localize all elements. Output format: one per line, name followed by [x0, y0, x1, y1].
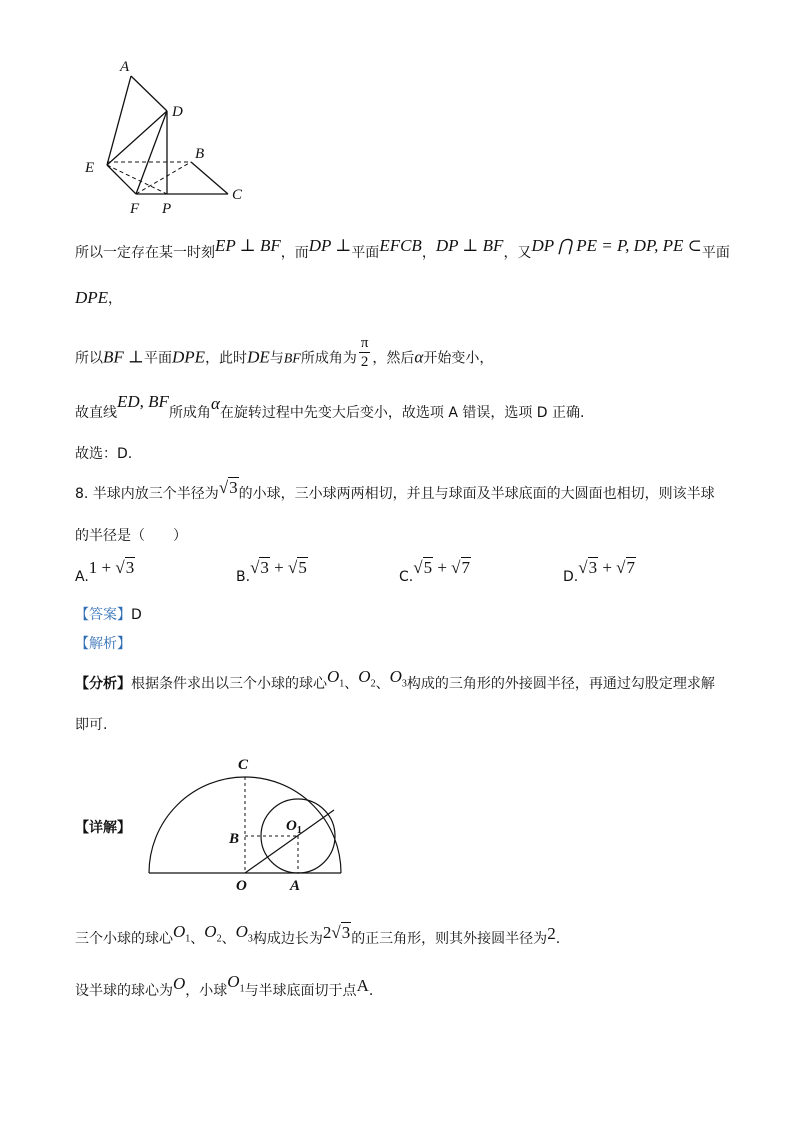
- math: [204, 922, 222, 945]
- edge-AD: [131, 76, 167, 111]
- sep: 、: [190, 931, 205, 947]
- text: .: [368, 983, 374, 999]
- radicand: 5: [298, 558, 307, 577]
- label-E: E: [85, 160, 95, 176]
- label-O1: [286, 818, 302, 836]
- text: ，又: [503, 245, 532, 261]
- sub: 1: [239, 983, 245, 995]
- label-P: P: [162, 201, 172, 217]
- text: 8. 半球内放三个半径为: [75, 486, 219, 502]
- radicand: 3: [341, 923, 351, 942]
- fold-figure: [80, 55, 260, 220]
- sep: 、: [344, 676, 359, 692]
- label-O1-sub: 1: [296, 825, 302, 836]
- text: 【详解】: [75, 820, 131, 836]
- text: 的小球，三小球两两相切，并且与球面及半球底面的大圆面也相切，则该半球: [238, 486, 715, 502]
- radicand: 3: [125, 558, 135, 577]
- math: A: [356, 976, 369, 995]
- sub: 2: [216, 933, 222, 945]
- sub: 3: [401, 678, 407, 690]
- sym: O: [235, 922, 248, 941]
- math: DPE: [75, 288, 109, 307]
- label-O: O: [236, 878, 247, 894]
- math: DPE: [172, 347, 206, 367]
- option-label: B.: [236, 569, 251, 585]
- sym: O: [204, 922, 217, 941]
- edge-AF: [107, 76, 131, 165]
- option-pre: 1 +: [88, 558, 116, 577]
- radicand: 7: [461, 558, 471, 577]
- label-O1-main: O: [286, 818, 297, 834]
- edge-BC: [191, 162, 228, 194]
- math: 2: [547, 924, 556, 943]
- text: 构成的三角形的外接圆半径，再通过勾股定理求解: [406, 676, 715, 692]
- text: ，然后: [372, 350, 415, 367]
- text: 在旋转过程中先变大后变小，故选项 A 错误，选项 D 正确.: [219, 405, 585, 421]
- sub: 2: [370, 678, 376, 690]
- sep: 、: [375, 676, 390, 692]
- sqrt: √3: [218, 478, 238, 497]
- math: [327, 667, 345, 690]
- detail-tag: [75, 817, 131, 837]
- coef: 2: [322, 923, 332, 942]
- line-2: [75, 288, 122, 308]
- sep: 、: [221, 931, 236, 947]
- sqrt: √3: [578, 558, 598, 577]
- sqrt: √5: [413, 558, 433, 577]
- text: 所以一定存在某一时刻: [75, 245, 215, 261]
- hemisphere-figure: [140, 750, 360, 900]
- option-label: A.: [75, 569, 89, 585]
- text: ，: [108, 291, 123, 307]
- text: ，: [421, 245, 436, 261]
- math: DP ⊥: [308, 236, 352, 255]
- option-b[interactable]: [236, 558, 308, 585]
- sqrt: √5: [288, 558, 307, 577]
- math: [389, 667, 407, 690]
- text: ，而: [280, 245, 309, 261]
- text: 开始变小，: [423, 350, 494, 367]
- q8-line-1: [75, 478, 715, 503]
- text: 的半径是（ ）: [75, 528, 187, 544]
- label-A: A: [290, 878, 301, 894]
- line-4: [75, 392, 585, 422]
- label-A: A: [120, 59, 130, 75]
- text: 平面: [351, 245, 380, 261]
- fenxi-tag: 【分析】: [75, 676, 131, 692]
- math: DE: [247, 347, 270, 367]
- fenxi-line-1: [75, 667, 715, 695]
- math: [173, 922, 191, 945]
- sqrt: √7: [616, 558, 636, 577]
- radicand: 3: [588, 558, 598, 577]
- line-3: [75, 335, 494, 377]
- math: EFCB: [379, 236, 422, 255]
- label-C: C: [232, 187, 243, 203]
- q8-line-2: [75, 525, 187, 545]
- fenxi-line-2: [75, 714, 107, 734]
- sqrt: √3: [115, 558, 135, 577]
- math: O: [173, 974, 186, 993]
- frac-denominator: 2: [360, 354, 369, 370]
- option-d[interactable]: [563, 558, 636, 585]
- text: 故直线: [75, 405, 117, 421]
- text: 所成角: [168, 405, 211, 421]
- label-C: C: [238, 757, 249, 773]
- radicand: 3: [229, 478, 238, 497]
- answer-line: [75, 604, 142, 624]
- text: 根据条件求出以三个小球的球心: [131, 676, 327, 692]
- sub: 1: [185, 933, 191, 945]
- option-a[interactable]: [75, 558, 135, 585]
- frac-numerator: π: [360, 335, 369, 351]
- edge-EF: [107, 165, 136, 194]
- edge-ED: [107, 111, 167, 165]
- line-5: [75, 443, 132, 463]
- text: 构成边长为: [252, 931, 323, 947]
- radicand: 3: [260, 558, 269, 577]
- text: 平面: [144, 350, 173, 367]
- text: ，此时: [205, 350, 248, 367]
- math: BF ⊥: [103, 347, 145, 367]
- math: [235, 922, 253, 945]
- sym: O: [327, 667, 340, 686]
- option-label: D.: [563, 569, 579, 585]
- text: 的正三角形，则其外接圆半径为: [351, 931, 548, 947]
- math: BF: [283, 351, 301, 367]
- text: 即可.: [75, 717, 108, 733]
- math: 2√3: [322, 923, 351, 942]
- option-c[interactable]: [399, 558, 471, 585]
- sym: O: [358, 667, 371, 686]
- answer-value: D: [131, 607, 142, 623]
- option-mid: +: [433, 558, 452, 577]
- text: 所以: [75, 350, 103, 367]
- math: [358, 667, 376, 690]
- sym: O: [227, 972, 240, 991]
- answer-tag: 【答案】: [75, 607, 131, 623]
- text: 与半球底面切于点: [244, 983, 357, 999]
- math: DP ⊥ BF: [435, 236, 504, 255]
- text: 与: [269, 350, 284, 367]
- math: α: [210, 394, 220, 413]
- radicand: 7: [626, 558, 636, 577]
- text: 故选：D.: [75, 446, 133, 462]
- text: 【解析】: [75, 636, 131, 652]
- math: α: [414, 347, 424, 367]
- label-B: B: [195, 146, 205, 162]
- option-mid: +: [598, 558, 617, 577]
- math: DP ⋂ PE = P, DP, PE ⊂: [531, 236, 702, 255]
- text: 平面: [701, 245, 730, 261]
- math: [227, 972, 245, 995]
- label-B: B: [229, 831, 240, 847]
- dash-FB: [136, 162, 191, 194]
- solution-line-2: [75, 972, 374, 1002]
- sym: O: [173, 922, 186, 941]
- math: ED, BF: [117, 392, 169, 411]
- option-label: C.: [399, 569, 414, 585]
- sqrt: √3: [250, 558, 269, 577]
- label-D: D: [172, 104, 183, 120]
- sub: 3: [247, 933, 253, 945]
- text: 所成角为: [300, 350, 357, 367]
- math: EP ⊥ BF: [215, 236, 281, 255]
- sqrt: √7: [451, 558, 471, 577]
- analysis-tag: [75, 633, 131, 653]
- label-F: F: [130, 201, 140, 217]
- text: .: [555, 931, 561, 947]
- text: 设半球的球心为: [75, 983, 173, 999]
- sym: O: [389, 667, 402, 686]
- option-mid: +: [269, 558, 288, 577]
- sub: 1: [339, 678, 345, 690]
- text: ，小球: [185, 983, 228, 999]
- text: 三个小球的球心: [75, 931, 173, 947]
- solution-line-1: [75, 922, 561, 950]
- line-1: [75, 236, 730, 262]
- radicand: 5: [423, 558, 433, 577]
- fraction-pi-over-2: [359, 334, 371, 371]
